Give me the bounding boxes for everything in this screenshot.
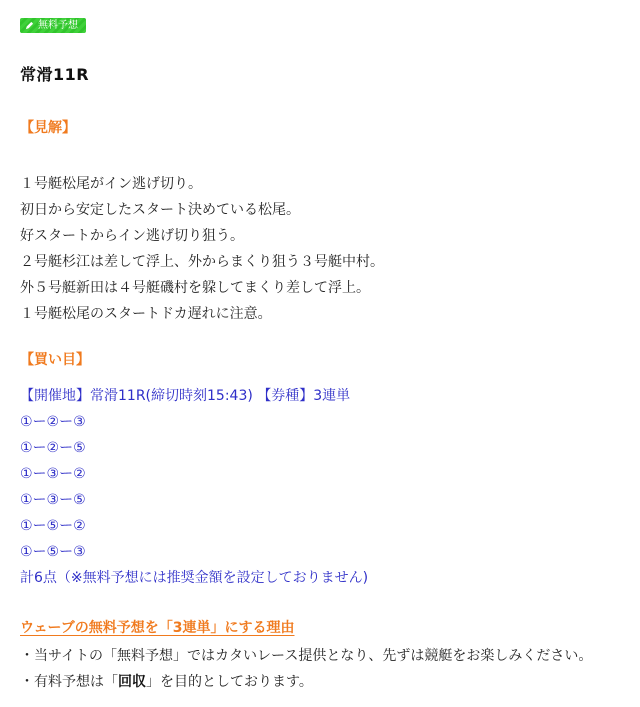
combo-item: ①ー③ー⑤	[20, 492, 86, 508]
view-line: ２号艇杉江は差して浮上、外からまくり狙う３号艇中村。	[20, 254, 384, 270]
badge-label: 無料予想	[38, 20, 78, 31]
buy-heading: 【買い目】	[20, 352, 90, 368]
reason-prefix: ・有料予想は「	[20, 674, 118, 690]
buy-total: 計6点（※無料予想には推奨金額を設定しておりません)	[20, 570, 369, 586]
combo-item: ①ー⑤ー②	[20, 518, 86, 534]
view-line: 外５号艇新田は４号艇磯村を躱してまくり差して浮上。	[20, 280, 370, 296]
view-heading: 【見解】	[20, 120, 76, 136]
view-line: １号艇松尾がイン逃げ切り。	[20, 176, 202, 192]
combo-item: ①ー⑤ー③	[20, 544, 86, 560]
view-text	[20, 171, 384, 327]
reason-heading: ウェーブの無料予想を「3連単」にする理由	[20, 620, 295, 636]
view-line: １号艇松尾のスタートドカ遅れに注意。	[20, 306, 272, 322]
free-prediction-badge	[20, 18, 86, 33]
pencil-icon	[25, 21, 34, 30]
combo-item: ①ー②ー⑤	[20, 440, 86, 456]
view-line: 初日から安定したスタート決めている松尾。	[20, 202, 300, 218]
reason-list	[20, 643, 592, 695]
combo-item: ①ー②ー③	[20, 414, 86, 430]
reason-suffix: 」を目的としております。	[146, 674, 313, 690]
view-line: 好スタートからイン逃げ切り狙う。	[20, 228, 244, 244]
combo-item: ①ー③ー②	[20, 466, 86, 482]
reason-line: ・当サイトの「無料予想」ではカタいレース提供となり、先ずは競艇をお楽しみください。	[20, 648, 593, 664]
reason-line	[20, 669, 592, 695]
reason-bold-keyword: 回収	[118, 674, 146, 690]
buy-info: 【開催地】常滑11R(締切時刻15:43) 【券種】3連単	[20, 388, 351, 404]
buy-list	[20, 383, 368, 591]
article	[20, 13, 630, 690]
race-title: 常滑11R	[20, 65, 90, 84]
